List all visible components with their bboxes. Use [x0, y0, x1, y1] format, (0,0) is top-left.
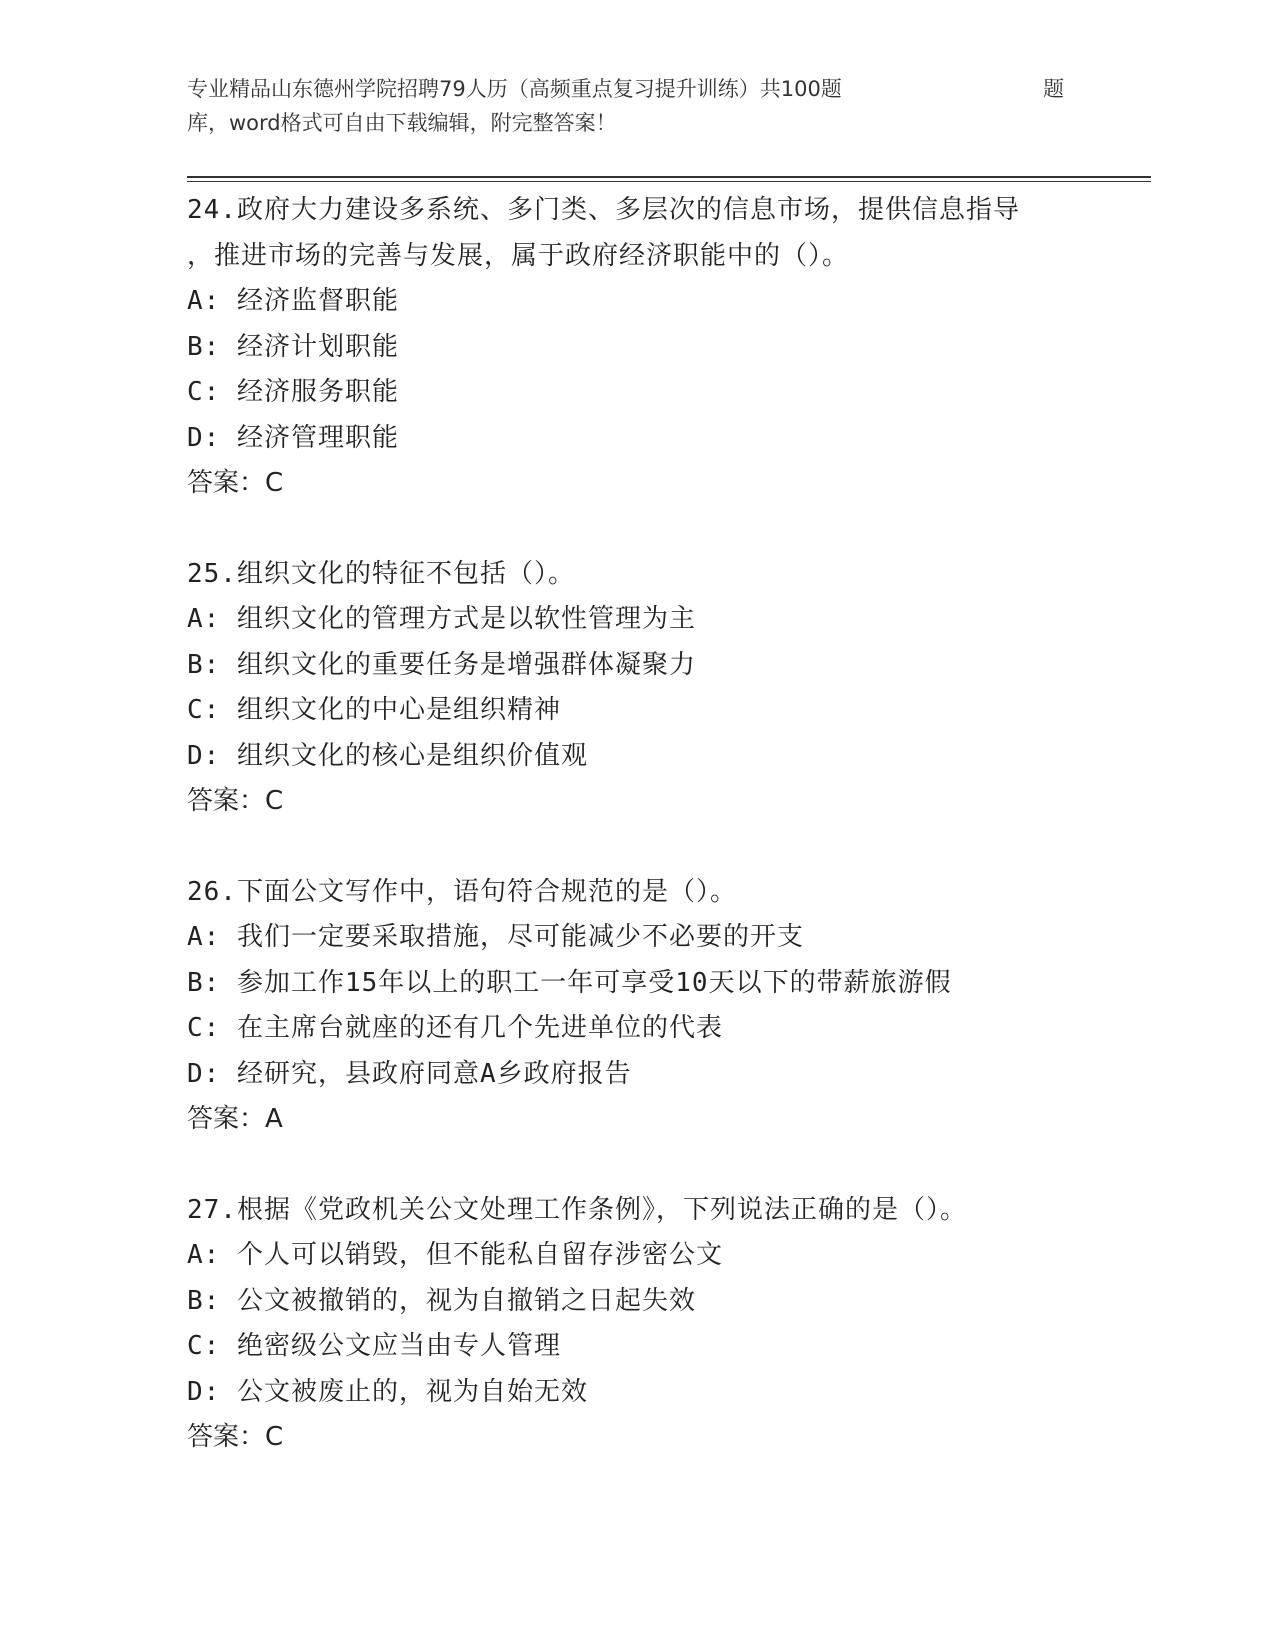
- option-d: D: 经济管理职能: [187, 422, 399, 453]
- question-27: [187, 1188, 1087, 1461]
- option-a: A: 组织文化的管理方式是以软性管理为主: [187, 604, 696, 634]
- option-d: D: 经研究，县政府同意A乡政府报告: [187, 1058, 632, 1089]
- answer: 答案：C: [187, 1422, 284, 1452]
- question-26: [187, 870, 1087, 1143]
- answer: 答案：C: [187, 786, 284, 816]
- header-title-tail: 题: [1043, 77, 1064, 101]
- option-b: B: 参加工作15年以上的职工一年可享受10天以下的带薪旅游假: [187, 967, 952, 998]
- option-c: C: 绝密级公文应当由专人管理: [187, 1331, 561, 1361]
- question-24: [187, 188, 1087, 507]
- header-title-text: 专业精品山东德州学院招聘79人历（高频重点复习提升训练）共100题: [187, 77, 842, 101]
- option-c: C: 经济服务职能: [187, 377, 399, 407]
- document-header: [187, 72, 1067, 140]
- question-text: 26.下面公文写作中，语句符合规范的是（）。: [187, 876, 737, 907]
- question-text: ，推进市场的完善与发展，属于政府经济职能中的（）。: [187, 240, 850, 271]
- question-text: 25.组织文化的特征不包括（）。: [187, 558, 575, 589]
- question-25: [187, 552, 1087, 825]
- option-a: A: 我们一定要采取措施，尽可能减少不必要的开支: [187, 922, 804, 952]
- option-d: D: 组织文化的核心是组织价值观: [187, 740, 588, 771]
- option-b: B: 经济计划职能: [187, 331, 399, 362]
- question-text: 27.根据《党政机关公文处理工作条例》，下列说法正确的是（）。: [187, 1194, 967, 1225]
- header-line-2: 库，word格式可自由下载编辑，附完整答案！: [187, 111, 617, 135]
- answer: 答案：A: [187, 1104, 283, 1134]
- option-a: A: 个人可以销毁，但不能私自留存涉密公文: [187, 1240, 723, 1270]
- option-c: C: 组织文化的中心是组织精神: [187, 695, 561, 725]
- header-line-1: [187, 72, 1067, 106]
- option-c: C: 在主席台就座的还有几个先进单位的代表: [187, 1013, 723, 1043]
- option-a: A: 经济监督职能: [187, 286, 399, 316]
- option-b: B: 公文被撤销的，视为自撤销之日起失效: [187, 1285, 696, 1316]
- header-divider-thin: [187, 181, 1151, 182]
- option-b: B: 组织文化的重要任务是增强群体凝聚力: [187, 649, 696, 680]
- question-text: 24.政府大力建设多系统、多门类、多层次的信息市场，提供信息指导: [187, 195, 1020, 225]
- header-divider-thick: [187, 176, 1151, 178]
- option-d: D: 公文被废止的，视为自始无效: [187, 1376, 588, 1407]
- answer: 答案：C: [187, 468, 284, 498]
- question-list: [187, 188, 1087, 1506]
